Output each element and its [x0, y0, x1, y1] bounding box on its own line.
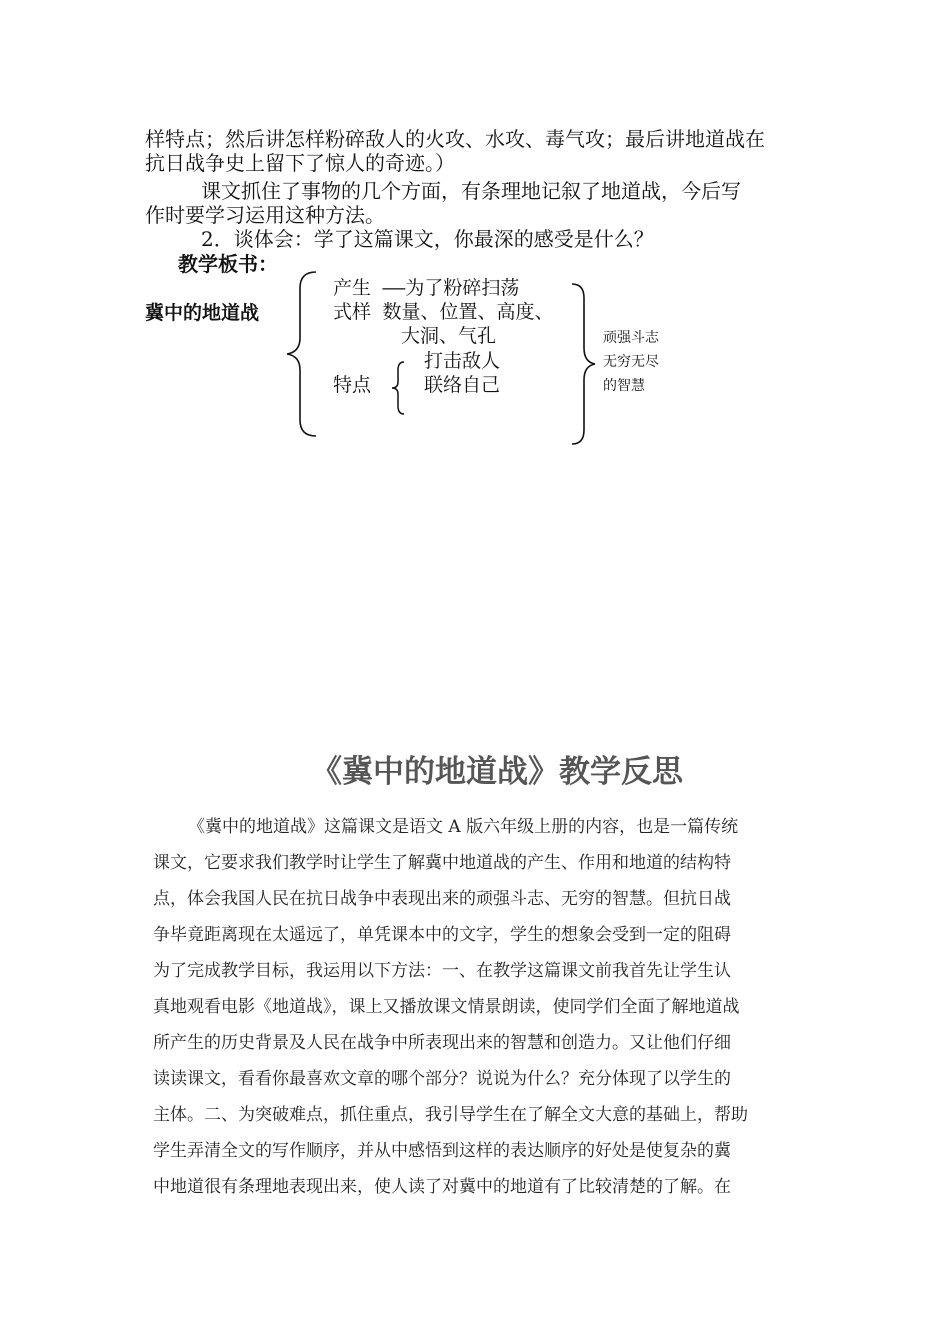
board-summary-line: 无穷无尽 [603, 354, 659, 370]
paragraph-line: 为了完成教学目标，我运用以下方法：一、在教学这篇课文前我首先让学生认 [153, 961, 731, 981]
paragraph-line: 争毕竟距离现在太遥远了，单凭课本中的文字，学生的想象会受到一定的阻碍 [153, 925, 731, 945]
paragraph-line: 读读课文，看看你最喜欢文章的哪个部分？说说为什么？充分体现了以学生的 [153, 1069, 731, 1089]
body-line: 抗日战争史上留下了惊人的奇迹。） [145, 151, 455, 175]
body-line: 2．谈体会：学了这篇课文，你最深的感受是什么？ [201, 227, 654, 251]
board-row-origin: 产生 ——为了粉碎扫荡 [333, 277, 520, 299]
body-line: 课文抓住了事物的几个方面，有条理地记叙了地道战，今后写 [201, 179, 741, 203]
body-line: 样特点；然后讲怎样粉碎敌人的火攻、水攻、毒气攻；最后讲地道战在 [145, 127, 765, 151]
paragraph-line: 《冀中的地道战》这篇课文是语文 A 版六年级上册的内容，也是一篇传统 [188, 817, 739, 837]
reflection-title: 《冀中的地道战》教学反思 [311, 754, 683, 790]
board-summary-line: 的智慧 [603, 378, 645, 394]
board-topic: 冀中的地道战 [145, 302, 260, 324]
paragraph-line: 所产生的历史背景及人民在战争中所表现出来的智慧和创造力。又让他们仔细 [153, 1033, 731, 1053]
board-feature-item: 联络自己 [424, 374, 501, 396]
body-line: 作时要学习运用这种方法。 [145, 203, 385, 227]
board-heading: 教学板书： [178, 252, 278, 276]
paragraph-line: 点，体会我国人民在抗日战争中表现出来的顽强斗志、无穷的智慧。但抗日战 [153, 889, 731, 909]
left-big-brace [284, 270, 324, 440]
board-feature-item: 打击敌人 [424, 350, 501, 372]
paragraph-line: 学生弄清全文的写作顺序，并从中感悟到这样的表达顺序的好处是使复杂的冀 [153, 1141, 731, 1161]
board-row-holes: 大洞、气孔 [401, 325, 497, 347]
paragraph-line: 中地道很有条理地表现出来，使人读了对冀中的地道有了比较清楚的了解。在 [153, 1177, 731, 1197]
board-summary-line: 顽强斗志 [603, 330, 659, 346]
board-features-label: 特点 [333, 374, 372, 396]
board-row-style: 式样 数量、位置、高度、 [333, 301, 554, 323]
paragraph-line: 主体。二、为突破难点，抓住重点，我引导学生在了解全文大意的基础上，帮助 [153, 1105, 748, 1125]
small-brace [390, 360, 408, 416]
paragraph-line: 真地观看电影《地道战》，课上又播放课文情景朗读，使同学们全面了解地道战 [153, 997, 740, 1017]
right-big-brace [568, 282, 598, 448]
paragraph-line: 课文，它要求我们教学时让学生了解冀中地道战的产生、作用和地道的结构特 [153, 853, 731, 873]
